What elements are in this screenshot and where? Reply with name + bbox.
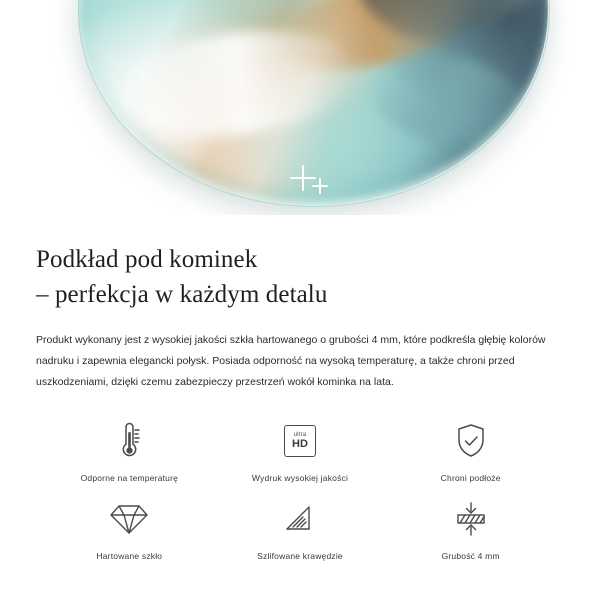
polished-edges-icon: [281, 497, 319, 541]
feature-item-surface-protection: [385, 419, 556, 483]
ultra-hd-badge-bottom: HD: [292, 438, 308, 450]
feature-item-tempered-glass: [44, 497, 215, 561]
ink-streak: [169, 0, 316, 2]
thickness-icon: [452, 497, 490, 541]
feature-item-print-quality: [215, 419, 386, 483]
ultra-hd-badge-top: ultra: [293, 432, 307, 438]
feature-grid: [36, 419, 564, 561]
feature-label: Szlifowane krawędzie: [257, 551, 343, 561]
content-area: [0, 215, 600, 561]
thermometer-icon: [112, 419, 146, 463]
page-title: [36, 243, 564, 312]
headline-line-1: Podkład pod kominek: [36, 246, 258, 273]
headline-line-2: – perfekcja w każdym detalu: [36, 280, 328, 308]
hero-image: [0, 0, 600, 215]
ultra-hd-icon: [284, 419, 316, 463]
feature-item-temperature: [44, 419, 215, 483]
feature-item-polished-edges: [215, 497, 386, 561]
feature-label: Hartowane szkło: [96, 551, 163, 561]
feature-label: Grubość 4 mm: [441, 551, 500, 561]
description-paragraph: Produkt wykonany jest z wysokiej jakości szkła hartowanego o grubości 4 mm, które podkreśla głębię kolorów nadruku i zapewnia elegancki połysk. Posiada odporność na wysoką temperaturę, a także chroni przed uszkodzeniami, dzięki czemu zabezpieczy przestrzeń wokół kominka na lata.: [36, 334, 546, 388]
feature-item-thickness: [385, 497, 556, 561]
diamond-icon: [110, 497, 148, 541]
feature-label: Chroni podłoże: [440, 473, 501, 483]
shield-check-icon: [454, 419, 488, 463]
feature-label: Odporne na temperaturę: [80, 473, 179, 483]
feature-label: Wydruk wysokiej jakości: [251, 473, 349, 483]
